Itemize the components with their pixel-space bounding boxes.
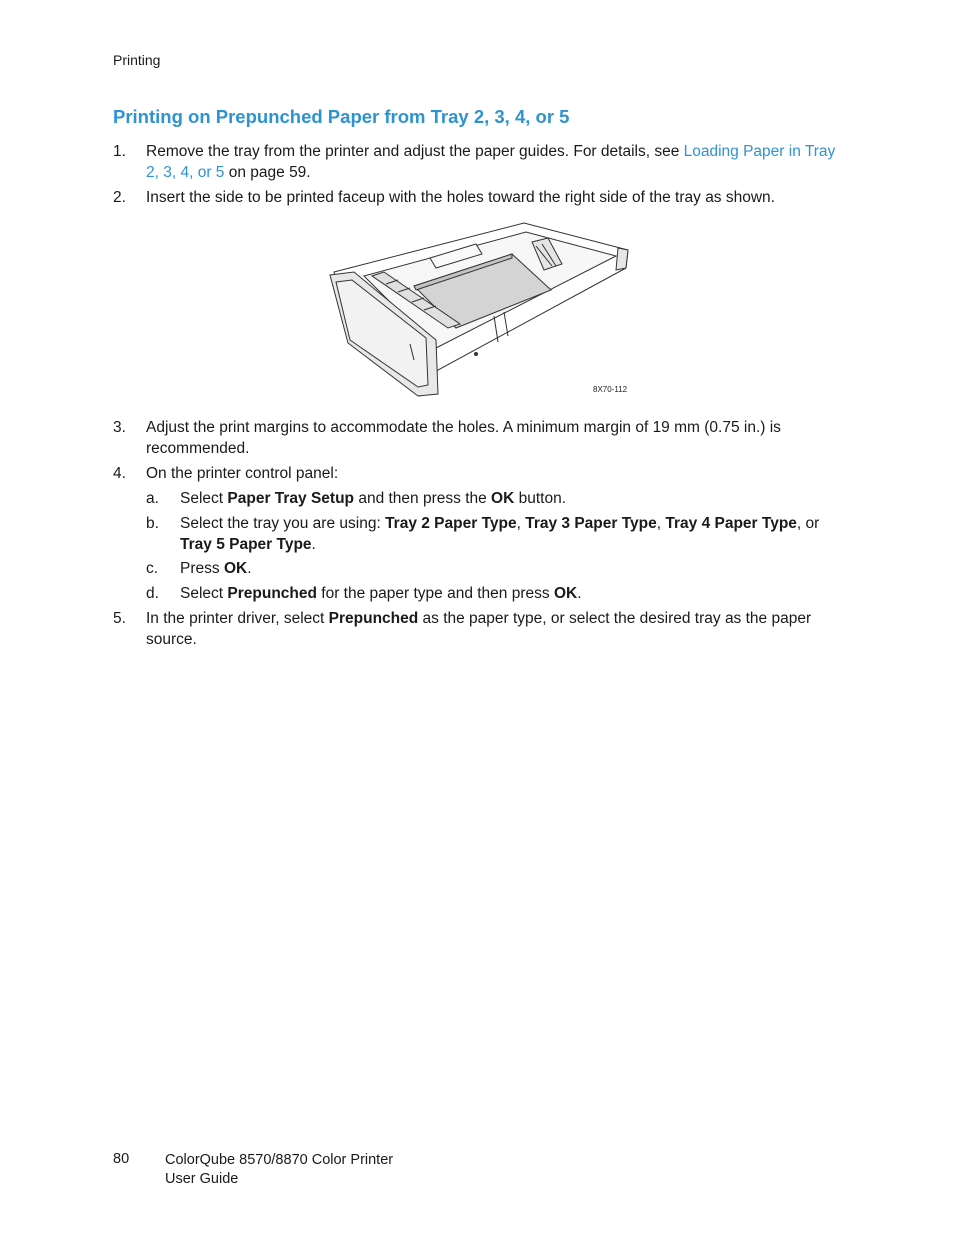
figure-caption: 8X70-112 <box>593 385 628 394</box>
step-number: 2. <box>113 189 126 206</box>
text-part: Select <box>180 490 228 507</box>
text-part: button. <box>514 490 567 507</box>
text-part: . <box>311 536 316 553</box>
text-part: Select <box>180 585 228 602</box>
step-number: 3. <box>113 419 126 436</box>
step-text <box>146 141 841 183</box>
substep-text <box>180 583 840 604</box>
text-part: , <box>516 515 526 532</box>
step-number: 1. <box>113 143 126 160</box>
step-number: 5. <box>113 610 126 627</box>
substep-text <box>180 488 840 509</box>
substep-letter: a. <box>146 490 159 507</box>
section-heading: Printing on Prepunched Paper from Tray 2, 3, 4, or 5 <box>113 106 570 127</box>
loading-paper-link[interactable]: Loading Paper in Tray 2, 3, 4, or 5 <box>146 143 836 181</box>
paper-tray-icon <box>326 220 632 400</box>
ui-term: Prepunched <box>328 610 419 627</box>
text-part: In the printer driver, select <box>146 610 329 627</box>
ui-term: OK <box>491 490 515 507</box>
step-number: 4. <box>113 465 126 482</box>
text-part: Select the tray you are using: <box>180 515 386 532</box>
ui-term: Tray 4 Paper Type <box>665 515 797 532</box>
text-part: and then press the <box>354 490 492 507</box>
step-text: Insert the side to be printed faceup with the holes toward the right side of the tray as shown. <box>146 189 775 206</box>
text-part: Press <box>180 560 224 577</box>
step-text: Adjust the print margins to accommodate the holes. A minimum margin of 19 mm (0.75 in.) is recommended. <box>146 419 781 457</box>
page-number: 80 <box>113 1151 130 1167</box>
step-text-part: on page 59. <box>224 164 311 181</box>
paper-tray-illustration <box>326 220 632 400</box>
ui-term: Tray 2 Paper Type <box>385 515 517 532</box>
text-part: . <box>247 560 252 577</box>
footer-title-line1: ColorQube 8570/8870 Color Printer <box>165 1152 394 1168</box>
footer-title <box>165 1151 393 1189</box>
ui-term: Tray 5 Paper Type <box>180 536 312 553</box>
ui-term: Tray 3 Paper Type <box>525 515 657 532</box>
step-text <box>146 608 841 650</box>
ui-term: Paper Tray Setup <box>227 490 355 507</box>
text-part: . <box>577 585 582 602</box>
text-part: as the paper type, or select the desired tray as the paper source. <box>146 610 812 648</box>
substep-letter: b. <box>146 515 159 532</box>
step-text-part: Remove the tray from the printer and adjust the paper guides. For details, see <box>146 143 684 160</box>
running-header: Printing <box>113 52 161 68</box>
substep-letter: d. <box>146 585 159 602</box>
substep-text <box>180 513 840 555</box>
text-part: for the paper type and then press <box>316 585 554 602</box>
ui-term: OK <box>553 585 578 602</box>
text-part: , or <box>796 515 820 532</box>
ui-term: OK <box>223 560 248 577</box>
ui-term: Prepunched <box>227 585 317 602</box>
text-part: , <box>656 515 666 532</box>
step-text: On the printer control panel: <box>146 465 339 482</box>
substep-text <box>180 558 840 579</box>
footer-title-line2: User Guide <box>165 1171 239 1187</box>
substep-letter: c. <box>146 560 159 577</box>
